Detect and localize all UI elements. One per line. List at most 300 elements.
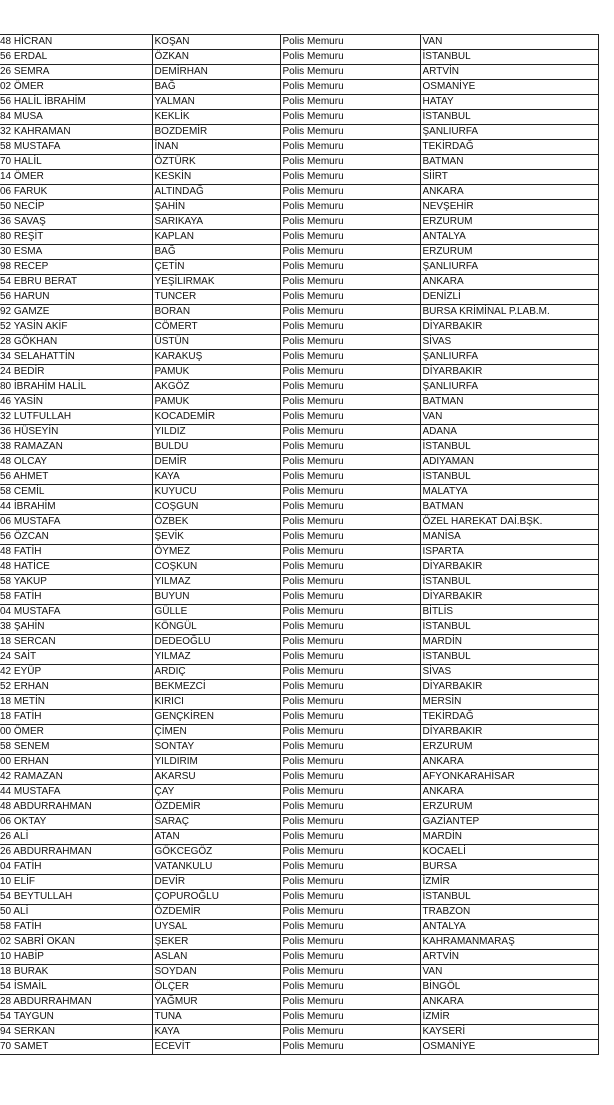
surname-cell: GÖKCEGÖZ [152, 845, 280, 860]
surname-cell: YALMAN [152, 95, 280, 110]
name-cell: 00 ERHAN [0, 755, 152, 770]
name-cell: 26 SEMRA [0, 65, 152, 80]
surname-cell: KÖNGÜL [152, 620, 280, 635]
city-cell: ANKARA [420, 995, 598, 1010]
city-cell: MANİSA [420, 530, 598, 545]
title-cell: Polis Memuru [280, 170, 420, 185]
surname-cell: YAĞMUR [152, 995, 280, 1010]
table-row [0, 485, 598, 500]
city-cell: ERZURUM [420, 740, 598, 755]
surname-cell: DEMİRHAN [152, 65, 280, 80]
name-cell: 00 ÖMER [0, 725, 152, 740]
surname-cell: KOŞAN [152, 35, 280, 50]
city-cell: İSTANBUL [420, 50, 598, 65]
name-cell: 42 RAMAZAN [0, 770, 152, 785]
city-cell: ŞANLIURFA [420, 125, 598, 140]
title-cell: Polis Memuru [280, 275, 420, 290]
table-row [0, 95, 598, 110]
name-cell: 52 YASİN AKİF [0, 320, 152, 335]
title-cell: Polis Memuru [280, 560, 420, 575]
name-cell: 36 HÜSEYİN [0, 425, 152, 440]
surname-cell: ÖYMEZ [152, 545, 280, 560]
title-cell: Polis Memuru [280, 485, 420, 500]
table-row [0, 740, 598, 755]
name-cell: 52 ERHAN [0, 680, 152, 695]
name-cell: 56 HALİL İBRAHİM [0, 95, 152, 110]
surname-cell: UYSAL [152, 920, 280, 935]
title-cell: Polis Memuru [280, 200, 420, 215]
name-cell: 36 SAVAŞ [0, 215, 152, 230]
table-row [0, 665, 598, 680]
city-cell: GAZİANTEP [420, 815, 598, 830]
title-cell: Polis Memuru [280, 335, 420, 350]
city-cell: İSTANBUL [420, 110, 598, 125]
city-cell: İSTANBUL [420, 470, 598, 485]
city-cell: ANTALYA [420, 920, 598, 935]
title-cell: Polis Memuru [280, 770, 420, 785]
title-cell: Polis Memuru [280, 350, 420, 365]
city-cell: ŞANLIURFA [420, 260, 598, 275]
surname-cell: ÇAY [152, 785, 280, 800]
table-row [0, 830, 598, 845]
city-cell: ANKARA [420, 275, 598, 290]
name-cell: 48 HATİCE [0, 560, 152, 575]
table-row [0, 320, 598, 335]
city-cell: ISPARTA [420, 545, 598, 560]
table-row [0, 860, 598, 875]
surname-cell: BAĞ [152, 80, 280, 95]
name-cell: 28 ABDURRAHMAN [0, 995, 152, 1010]
title-cell: Polis Memuru [280, 950, 420, 965]
city-cell: DİYARBAKIR [420, 680, 598, 695]
title-cell: Polis Memuru [280, 710, 420, 725]
surname-cell: ÇİMEN [152, 725, 280, 740]
city-cell: DİYARBAKIR [420, 725, 598, 740]
table-row [0, 335, 598, 350]
table-row [0, 1040, 598, 1055]
surname-cell: BORAN [152, 305, 280, 320]
table-row [0, 185, 598, 200]
title-cell: Polis Memuru [280, 995, 420, 1010]
city-cell: MARDİN [420, 830, 598, 845]
name-cell: 34 SELAHATTİN [0, 350, 152, 365]
table-row [0, 305, 598, 320]
table-row [0, 950, 598, 965]
surname-cell: ASLAN [152, 950, 280, 965]
surname-cell: BOZDEMİR [152, 125, 280, 140]
table-row [0, 890, 598, 905]
city-cell: ARTVİN [420, 950, 598, 965]
table-row [0, 755, 598, 770]
surname-cell: YILMAZ [152, 650, 280, 665]
table-row [0, 425, 598, 440]
table-row [0, 530, 598, 545]
name-cell: 18 FATİH [0, 710, 152, 725]
city-cell: BATMAN [420, 500, 598, 515]
title-cell: Polis Memuru [280, 1040, 420, 1055]
name-cell: 98 RECEP [0, 260, 152, 275]
title-cell: Polis Memuru [280, 500, 420, 515]
city-cell: VAN [420, 35, 598, 50]
table-row [0, 80, 598, 95]
surname-cell: PAMUK [152, 395, 280, 410]
name-cell: 54 BEYTULLAH [0, 890, 152, 905]
table-row [0, 935, 598, 950]
table-row [0, 65, 598, 80]
table-row [0, 770, 598, 785]
name-cell: 48 HİCRAN [0, 35, 152, 50]
table-row [0, 620, 598, 635]
surname-cell: AKARSU [152, 770, 280, 785]
city-cell: İZMİR [420, 875, 598, 890]
name-cell: 04 MUSTAFA [0, 605, 152, 620]
table-row [0, 845, 598, 860]
city-cell: ERZURUM [420, 800, 598, 815]
name-cell: 26 ABDURRAHMAN [0, 845, 152, 860]
surname-cell: ÖZKAN [152, 50, 280, 65]
name-cell: 38 RAMAZAN [0, 440, 152, 455]
name-cell: 02 ÖMER [0, 80, 152, 95]
title-cell: Polis Memuru [280, 515, 420, 530]
title-cell: Polis Memuru [280, 935, 420, 950]
surname-cell: YILMAZ [152, 575, 280, 590]
city-cell: BİTLİS [420, 605, 598, 620]
table-row [0, 380, 598, 395]
city-cell: ÖZEL HAREKAT DAİ.BŞK. [420, 515, 598, 530]
title-cell: Polis Memuru [280, 605, 420, 620]
table-row [0, 260, 598, 275]
name-cell: 80 İBRAHİM HALİL [0, 380, 152, 395]
surname-cell: YILDIRIM [152, 755, 280, 770]
name-cell: 56 HARUN [0, 290, 152, 305]
surname-cell: ATAN [152, 830, 280, 845]
name-cell: 56 ÖZCAN [0, 530, 152, 545]
name-cell: 24 SAİT [0, 650, 152, 665]
city-cell: İZMİR [420, 1010, 598, 1025]
title-cell: Polis Memuru [280, 245, 420, 260]
city-cell: BATMAN [420, 395, 598, 410]
title-cell: Polis Memuru [280, 35, 420, 50]
surname-cell: ŞEVİK [152, 530, 280, 545]
table-row [0, 980, 598, 995]
surname-cell: TUNA [152, 1010, 280, 1025]
table-row [0, 680, 598, 695]
city-cell: MARDİN [420, 635, 598, 650]
surname-cell: BEKMEZCİ [152, 680, 280, 695]
table-row [0, 230, 598, 245]
table-row [0, 170, 598, 185]
title-cell: Polis Memuru [280, 365, 420, 380]
name-cell: 42 EYÜP [0, 665, 152, 680]
city-cell: KAHRAMANMARAŞ [420, 935, 598, 950]
city-cell: ANKARA [420, 785, 598, 800]
title-cell: Polis Memuru [280, 980, 420, 995]
surname-cell: ÖZBEK [152, 515, 280, 530]
city-cell: DENİZLİ [420, 290, 598, 305]
surname-cell: VATANKULU [152, 860, 280, 875]
city-cell: İSTANBUL [420, 440, 598, 455]
table-row [0, 815, 598, 830]
title-cell: Polis Memuru [280, 395, 420, 410]
name-cell: 58 SENEM [0, 740, 152, 755]
city-cell: DİYARBAKIR [420, 560, 598, 575]
table-row [0, 875, 598, 890]
title-cell: Polis Memuru [280, 845, 420, 860]
city-cell: ARTVİN [420, 65, 598, 80]
title-cell: Polis Memuru [280, 155, 420, 170]
name-cell: 70 SAMET [0, 1040, 152, 1055]
title-cell: Polis Memuru [280, 290, 420, 305]
title-cell: Polis Memuru [280, 425, 420, 440]
name-cell: 04 FATİH [0, 860, 152, 875]
name-cell: 58 FATİH [0, 590, 152, 605]
surname-cell: KAYA [152, 1025, 280, 1040]
name-cell: 14 ÖMER [0, 170, 152, 185]
title-cell: Polis Memuru [280, 665, 420, 680]
name-cell: 18 BURAK [0, 965, 152, 980]
name-cell: 48 ABDURRAHMAN [0, 800, 152, 815]
title-cell: Polis Memuru [280, 965, 420, 980]
name-cell: 54 EBRU BERAT [0, 275, 152, 290]
name-cell: 06 FARUK [0, 185, 152, 200]
title-cell: Polis Memuru [280, 800, 420, 815]
table-row [0, 365, 598, 380]
title-cell: Polis Memuru [280, 590, 420, 605]
table-row [0, 350, 598, 365]
personnel-table [0, 34, 599, 1055]
surname-cell: ÖLÇER [152, 980, 280, 995]
surname-cell: KIRICI [152, 695, 280, 710]
table-row [0, 785, 598, 800]
table-row [0, 800, 598, 815]
title-cell: Polis Memuru [280, 785, 420, 800]
table-row [0, 155, 598, 170]
title-cell: Polis Memuru [280, 410, 420, 425]
surname-cell: KARAKUŞ [152, 350, 280, 365]
name-cell: 70 HALİL [0, 155, 152, 170]
name-cell: 30 ESMA [0, 245, 152, 260]
surname-cell: İNAN [152, 140, 280, 155]
table-row [0, 140, 598, 155]
city-cell: İSTANBUL [420, 620, 598, 635]
city-cell: BATMAN [420, 155, 598, 170]
table-row [0, 635, 598, 650]
table-row [0, 650, 598, 665]
city-cell: HATAY [420, 95, 598, 110]
city-cell: BİNGÖL [420, 980, 598, 995]
city-cell: İSTANBUL [420, 890, 598, 905]
surname-cell: ÖZDEMİR [152, 800, 280, 815]
surname-cell: SOYDAN [152, 965, 280, 980]
surname-cell: ARDIÇ [152, 665, 280, 680]
surname-cell: AKGÖZ [152, 380, 280, 395]
surname-cell: KESKİN [152, 170, 280, 185]
name-cell: 18 METİN [0, 695, 152, 710]
table-row [0, 110, 598, 125]
table-row [0, 455, 598, 470]
name-cell: 54 TAYGUN [0, 1010, 152, 1025]
title-cell: Polis Memuru [280, 830, 420, 845]
name-cell: 50 NECİP [0, 200, 152, 215]
surname-cell: KUYUCU [152, 485, 280, 500]
name-cell: 46 YASİN [0, 395, 152, 410]
title-cell: Polis Memuru [280, 110, 420, 125]
table-row [0, 245, 598, 260]
title-cell: Polis Memuru [280, 755, 420, 770]
title-cell: Polis Memuru [280, 695, 420, 710]
name-cell: 32 KAHRAMAN [0, 125, 152, 140]
name-cell: 58 CEMİL [0, 485, 152, 500]
name-cell: 92 GAMZE [0, 305, 152, 320]
city-cell: İSTANBUL [420, 650, 598, 665]
title-cell: Polis Memuru [280, 635, 420, 650]
name-cell: 80 REŞİT [0, 230, 152, 245]
name-cell: 28 GÖKHAN [0, 335, 152, 350]
table-row [0, 50, 598, 65]
surname-cell: BUYUN [152, 590, 280, 605]
name-cell: 10 HABİP [0, 950, 152, 965]
city-cell: NEVŞEHİR [420, 200, 598, 215]
surname-cell: COŞKUN [152, 560, 280, 575]
table-row [0, 560, 598, 575]
city-cell: OSMANİYE [420, 80, 598, 95]
title-cell: Polis Memuru [280, 680, 420, 695]
name-cell: 84 MUSA [0, 110, 152, 125]
title-cell: Polis Memuru [280, 50, 420, 65]
title-cell: Polis Memuru [280, 380, 420, 395]
table-row [0, 1025, 598, 1040]
city-cell: AFYONKARAHİSAR [420, 770, 598, 785]
name-cell: 48 OLCAY [0, 455, 152, 470]
name-cell: 48 FATİH [0, 545, 152, 560]
surname-cell: ECEVİT [152, 1040, 280, 1055]
title-cell: Polis Memuru [280, 440, 420, 455]
table-row [0, 905, 598, 920]
surname-cell: DEDEOĞLU [152, 635, 280, 650]
city-cell: KAYSERİ [420, 1025, 598, 1040]
city-cell: ANKARA [420, 755, 598, 770]
title-cell: Polis Memuru [280, 1010, 420, 1025]
city-cell: BURSA KRİMİNAL P.LAB.M. [420, 305, 598, 320]
city-cell: VAN [420, 965, 598, 980]
city-cell: VAN [420, 410, 598, 425]
city-cell: SİVAS [420, 335, 598, 350]
surname-cell: SARAÇ [152, 815, 280, 830]
table-row [0, 515, 598, 530]
title-cell: Polis Memuru [280, 530, 420, 545]
table-row [0, 995, 598, 1010]
title-cell: Polis Memuru [280, 860, 420, 875]
title-cell: Polis Memuru [280, 320, 420, 335]
city-cell: ERZURUM [420, 245, 598, 260]
name-cell: 54 İSMAİL [0, 980, 152, 995]
surname-cell: SONTAY [152, 740, 280, 755]
name-cell: 44 MUSTAFA [0, 785, 152, 800]
name-cell: 58 FATİH [0, 920, 152, 935]
table-row [0, 440, 598, 455]
city-cell: İSTANBUL [420, 575, 598, 590]
document-page [0, 34, 598, 1055]
city-cell: KOCAELİ [420, 845, 598, 860]
table-row [0, 575, 598, 590]
surname-cell: KAPLAN [152, 230, 280, 245]
surname-cell: ŞAHİN [152, 200, 280, 215]
city-cell: DİYARBAKIR [420, 320, 598, 335]
title-cell: Polis Memuru [280, 575, 420, 590]
title-cell: Polis Memuru [280, 620, 420, 635]
table-row [0, 605, 598, 620]
surname-cell: ÜSTÜN [152, 335, 280, 350]
surname-cell: SARIKAYA [152, 215, 280, 230]
title-cell: Polis Memuru [280, 545, 420, 560]
table-row [0, 500, 598, 515]
city-cell: TRABZON [420, 905, 598, 920]
city-cell: ŞANLIURFA [420, 380, 598, 395]
table-row [0, 395, 598, 410]
surname-cell: BAĞ [152, 245, 280, 260]
table-row [0, 590, 598, 605]
city-cell: ADANA [420, 425, 598, 440]
table-row [0, 215, 598, 230]
name-cell: 38 ŞAHİN [0, 620, 152, 635]
name-cell: 26 ALİ [0, 830, 152, 845]
title-cell: Polis Memuru [280, 875, 420, 890]
table-row [0, 920, 598, 935]
table-row [0, 965, 598, 980]
name-cell: 56 AHMET [0, 470, 152, 485]
surname-cell: ÖZDEMİR [152, 905, 280, 920]
title-cell: Polis Memuru [280, 140, 420, 155]
city-cell: ANKARA [420, 185, 598, 200]
surname-cell: KAYA [152, 470, 280, 485]
city-cell: BURSA [420, 860, 598, 875]
name-cell: 58 YAKUP [0, 575, 152, 590]
surname-cell: ÖZTÜRK [152, 155, 280, 170]
city-cell: ŞANLIURFA [420, 350, 598, 365]
table-row [0, 35, 598, 50]
table-row [0, 1010, 598, 1025]
surname-cell: DEMİR [152, 455, 280, 470]
name-cell: 56 ERDAL [0, 50, 152, 65]
name-cell: 50 ALİ [0, 905, 152, 920]
table-row [0, 290, 598, 305]
table-row [0, 410, 598, 425]
name-cell: 06 MUSTAFA [0, 515, 152, 530]
name-cell: 94 SERKAN [0, 1025, 152, 1040]
name-cell: 24 BEDİR [0, 365, 152, 380]
table-row [0, 200, 598, 215]
table-row [0, 470, 598, 485]
title-cell: Polis Memuru [280, 1025, 420, 1040]
title-cell: Polis Memuru [280, 815, 420, 830]
title-cell: Polis Memuru [280, 725, 420, 740]
city-cell: OSMANİYE [420, 1040, 598, 1055]
table-row [0, 695, 598, 710]
title-cell: Polis Memuru [280, 215, 420, 230]
title-cell: Polis Memuru [280, 650, 420, 665]
surname-cell: ALTINDAĞ [152, 185, 280, 200]
surname-cell: KEKLİK [152, 110, 280, 125]
name-cell: 06 OKTAY [0, 815, 152, 830]
surname-cell: COŞGUN [152, 500, 280, 515]
table-row [0, 545, 598, 560]
surname-cell: GENÇKİREN [152, 710, 280, 725]
title-cell: Polis Memuru [280, 185, 420, 200]
surname-cell: ŞEKER [152, 935, 280, 950]
name-cell: 32 LUTFULLAH [0, 410, 152, 425]
title-cell: Polis Memuru [280, 905, 420, 920]
title-cell: Polis Memuru [280, 260, 420, 275]
